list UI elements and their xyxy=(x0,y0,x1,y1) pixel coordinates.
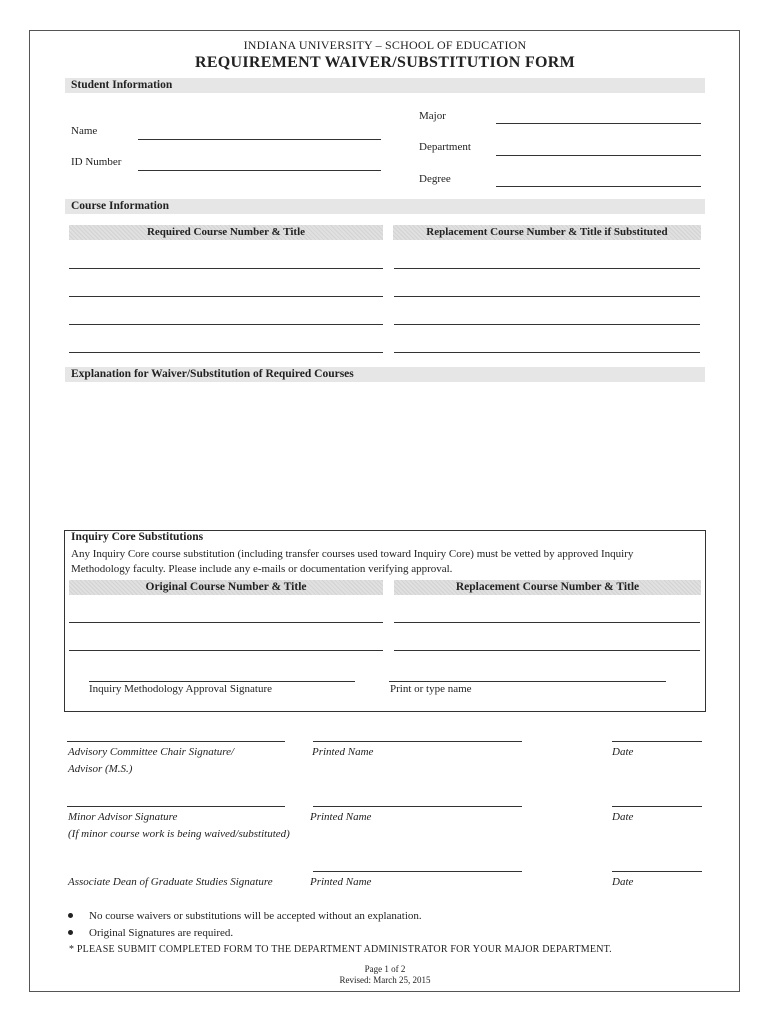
explanation-heading: Explanation for Waiver/Substitution of Required Courses xyxy=(65,367,705,382)
name-field[interactable] xyxy=(138,139,381,140)
approval-signature-label: Inquiry Methodology Approval Signature xyxy=(89,683,273,695)
required-course-header: Required Course Number & Title xyxy=(69,225,383,240)
dean-signature-field[interactable] xyxy=(67,855,285,873)
chair-printed-name-field[interactable] xyxy=(313,741,522,742)
print-name-field[interactable] xyxy=(389,681,666,682)
inquiry-replacement-line[interactable] xyxy=(394,650,700,651)
page-number: Page 1 of 2 xyxy=(364,964,406,974)
minor-printed-name-field[interactable] xyxy=(313,806,522,807)
replacement-course-header: Replacement Course Number & Title if Substituted xyxy=(393,225,701,240)
inquiry-replacement-header: Replacement Course Number & Title xyxy=(394,580,701,595)
name-label: Name xyxy=(71,125,98,137)
chair-signature-field[interactable] xyxy=(67,741,285,742)
minor-signature-field[interactable] xyxy=(67,806,285,807)
inquiry-core-heading: Inquiry Core Substitutions xyxy=(71,531,204,543)
id-number-field[interactable] xyxy=(138,170,381,171)
replacement-course-line[interactable] xyxy=(394,352,700,353)
replacement-course-line[interactable] xyxy=(394,324,700,325)
major-label: Major xyxy=(419,110,446,122)
degree-field[interactable] xyxy=(496,186,701,187)
major-field[interactable] xyxy=(496,123,701,124)
bullet-icon xyxy=(68,913,73,918)
student-info-heading: Student Information xyxy=(65,78,705,93)
note-bullet-1 xyxy=(68,910,422,922)
dean-signature-label: Associate Dean of Graduate Studies Signature xyxy=(68,876,273,888)
replacement-course-line[interactable] xyxy=(394,268,700,269)
department-field[interactable] xyxy=(496,155,701,156)
dean-date-label: Date xyxy=(612,876,634,888)
chair-signature-label: Advisory Committee Chair Signature/ xyxy=(68,746,235,758)
minor-printed-name-label: Printed Name xyxy=(310,811,372,823)
chair-printed-name-label: Printed Name xyxy=(312,746,374,758)
chair-date-field[interactable] xyxy=(612,741,702,742)
approval-signature-field[interactable] xyxy=(89,681,355,682)
dean-date-field[interactable] xyxy=(612,871,702,872)
note-bullet-2 xyxy=(68,927,233,939)
required-course-line[interactable] xyxy=(69,352,383,353)
course-info-heading: Course Information xyxy=(65,199,705,214)
note-text-2: Original Signatures are required. xyxy=(89,927,234,939)
print-name-label: Print or type name xyxy=(390,683,472,695)
university-heading: INDIANA UNIVERSITY – SCHOOL OF EDUCATION xyxy=(243,38,527,52)
dean-printed-name-field[interactable] xyxy=(313,871,522,872)
minor-date-label: Date xyxy=(612,811,634,823)
form-title: REQUIREMENT WAIVER/SUBSTITUTION FORM xyxy=(194,54,576,71)
submit-note: * PLEASE SUBMIT COMPLETED FORM TO THE DEPARTMENT ADMINISTRATOR FOR YOUR MAJOR DEPARTMENT. xyxy=(69,944,612,955)
revised-date: Revised: March 25, 2015 xyxy=(339,975,431,985)
required-course-line[interactable] xyxy=(69,268,383,269)
minor-date-field[interactable] xyxy=(612,806,702,807)
note-text-1: No course waivers or substitutions will be accepted without an explanation. xyxy=(89,910,422,922)
original-course-header: Original Course Number & Title xyxy=(69,580,383,595)
original-course-line[interactable] xyxy=(69,650,383,651)
bullet-icon xyxy=(68,930,73,935)
minor-signature-sublabel: (If minor course work is being waived/substituted) xyxy=(68,828,290,840)
degree-label: Degree xyxy=(419,173,451,185)
minor-signature-label: Minor Advisor Signature xyxy=(68,811,178,823)
original-course-line[interactable] xyxy=(69,622,383,623)
dean-printed-name-label: Printed Name xyxy=(310,876,372,888)
department-label: Department xyxy=(419,141,471,153)
required-course-line[interactable] xyxy=(69,296,383,297)
required-course-line[interactable] xyxy=(69,324,383,325)
inquiry-core-instructions: Any Inquiry Core course substitution (including transfer courses used toward Inquiry Core) must be vetted by approved Inquiry Methodology faculty. Please include any e-mails or documentation verifying approval. xyxy=(71,548,634,575)
inquiry-replacement-line[interactable] xyxy=(394,622,700,623)
explanation-area[interactable] xyxy=(65,384,705,524)
id-number-label: ID Number xyxy=(71,156,122,168)
chair-signature-sublabel: Advisor (M.S.) xyxy=(68,763,133,775)
chair-date-label: Date xyxy=(612,746,634,758)
replacement-course-line[interactable] xyxy=(394,296,700,297)
